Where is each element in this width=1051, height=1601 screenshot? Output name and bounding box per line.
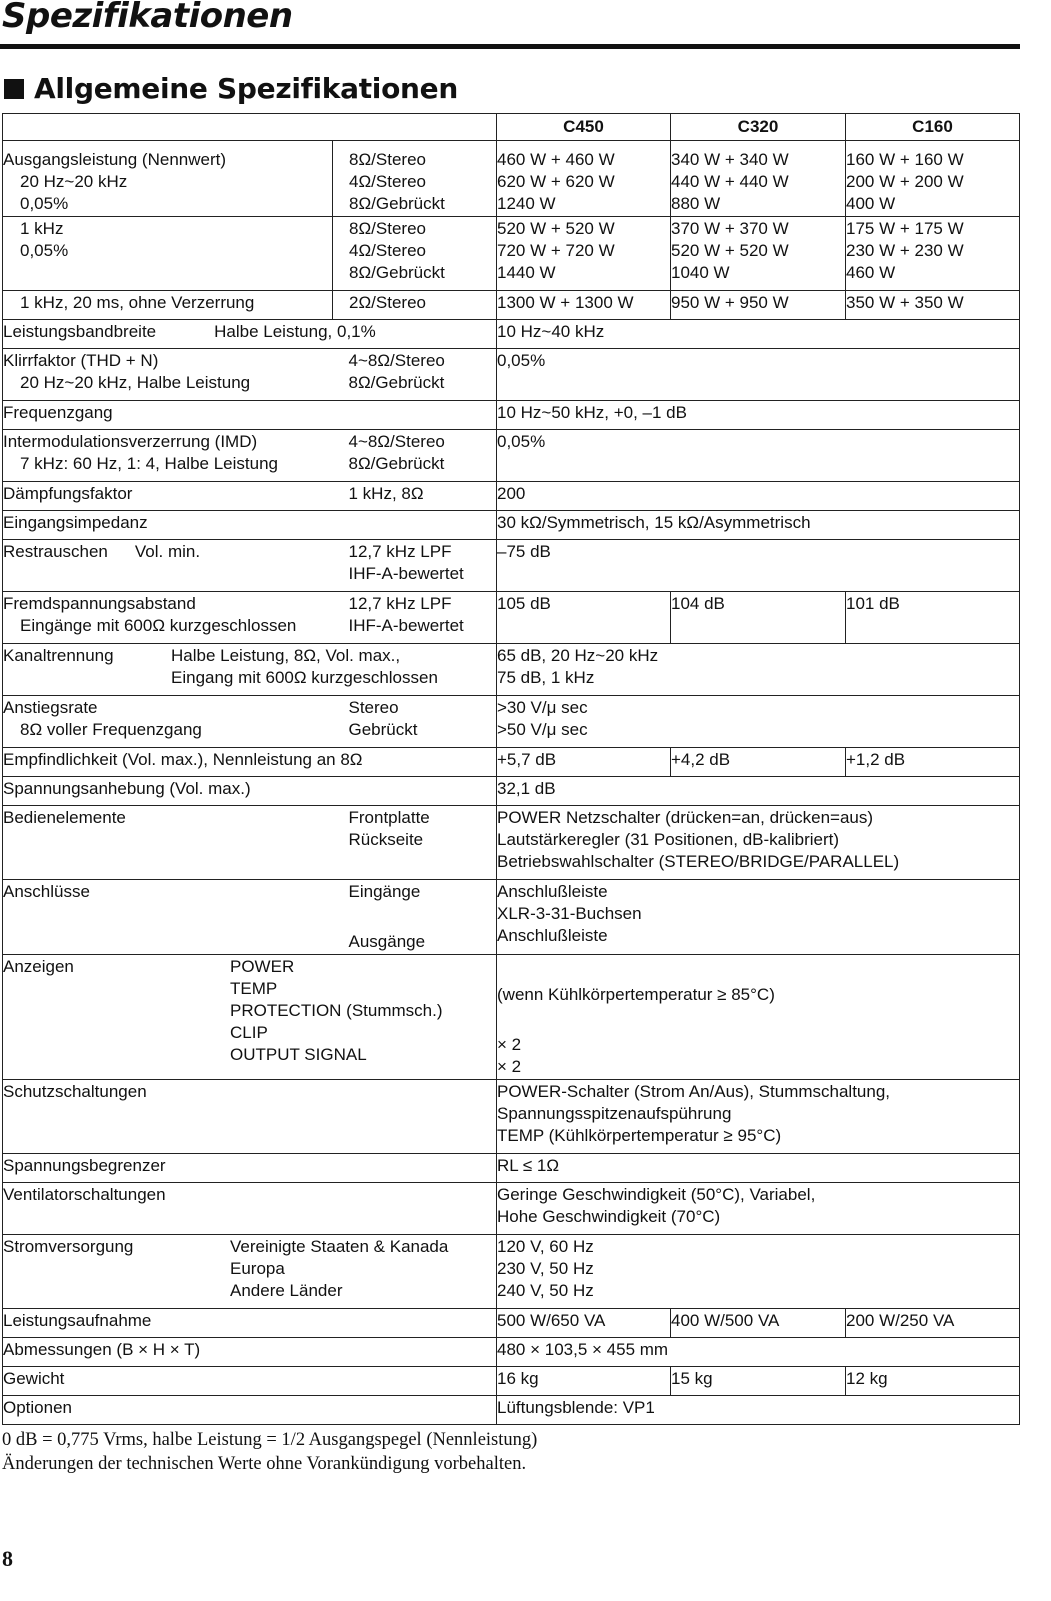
value-c320: 370 W + 370 W 520 W + 520 W 1040 W xyxy=(671,217,846,291)
row-label: Leistungsaufnahme xyxy=(3,1309,497,1338)
row-condition: 8Ω/Stereo 4Ω/Stereo 8Ω/Gebrückt xyxy=(333,217,497,291)
row-value: RL ≤ 1Ω xyxy=(497,1154,1020,1183)
table-row xyxy=(3,880,1020,955)
table-row xyxy=(3,1235,1020,1309)
table-row xyxy=(3,1183,1020,1235)
row-value: POWER-Schalter (Strom An/Aus), Stummschaltung, Spannungsspitzenaufspührung TEMP (Kühlkörpertemperatur ≥ 95°C) xyxy=(497,1080,1020,1154)
header-blank-cell xyxy=(3,114,497,141)
table-row xyxy=(3,320,1020,349)
row-condition: 12,7 kHz LPF IHF-A-bewertet xyxy=(333,592,497,644)
table-row xyxy=(3,748,1020,777)
table-row xyxy=(3,540,1020,592)
section-heading xyxy=(4,72,458,105)
value-c450: 460 W + 460 W 620 W + 620 W 1240 W xyxy=(497,141,671,217)
value-c450: 105 dB xyxy=(497,592,671,644)
value-c160: 350 W + 350 W xyxy=(846,291,1020,320)
model-header-c450: C450 xyxy=(497,114,671,141)
page-number: 8 xyxy=(2,1546,13,1571)
table-row xyxy=(3,349,1020,401)
row-label: Abmessungen (B × H × T) xyxy=(3,1338,497,1367)
title-rule xyxy=(0,44,1020,49)
value-c320: 340 W + 340 W 440 W + 440 W 880 W xyxy=(671,141,846,217)
table-row xyxy=(3,291,1020,320)
row-label: Ventilatorschaltungen xyxy=(3,1183,497,1235)
row-label: Schutzschaltungen xyxy=(3,1080,497,1154)
row-label: Kanaltrennung Halbe Leistung, 8Ω, Vol. max., Eingang mit 600Ω kurzgeschlossen xyxy=(3,644,497,696)
row-condition: 12,7 kHz LPF IHF-A-bewertet xyxy=(333,540,497,592)
spec-table xyxy=(2,113,1020,1425)
table-row xyxy=(3,1309,1020,1338)
row-value: (wenn Kühlkörpertemperatur ≥ 85°C) × 2 × 2 xyxy=(497,955,1020,1080)
footnote: 0 dB = 0,775 Vrms, halbe Leistung = 1/2 Ausgangspegel (Nennleistung) xyxy=(2,1430,538,1450)
row-condition: Frontplatte Rückseite xyxy=(333,806,497,880)
page-title: Spezifikationen xyxy=(2,0,293,36)
square-bullet-icon xyxy=(4,79,24,99)
row-label: Gewicht xyxy=(3,1367,497,1396)
row-value: 32,1 dB xyxy=(497,777,1020,806)
row-label: Ausgangsleistung (Nennwert) 20 Hz~20 kHz 0,05% xyxy=(3,141,333,217)
value-c320: 15 kg xyxy=(671,1367,846,1396)
value-c160: 160 W + 160 W 200 W + 200 W 400 W xyxy=(846,141,1020,217)
table-row xyxy=(3,806,1020,880)
row-value: Geringe Geschwindigkeit (50°C), Variabel, Hohe Geschwindigkeit (70°C) xyxy=(497,1183,1020,1235)
table-row xyxy=(3,1367,1020,1396)
value-c320: 104 dB xyxy=(671,592,846,644)
row-label: Stromversorgung Vereinigte Staaten & Kanada Europa Andere Länder xyxy=(3,1235,497,1309)
row-label: Spannungsanhebung (Vol. max.) xyxy=(3,777,497,806)
model-header-c320: C320 xyxy=(671,114,846,141)
row-label: Klirrfaktor (THD + N) 20 Hz~20 kHz, Halbe Leistung xyxy=(3,349,333,401)
row-condition: Eingänge Ausgänge xyxy=(333,880,497,955)
table-row xyxy=(3,217,1020,291)
value-c450: 16 kg xyxy=(497,1367,671,1396)
value-c320: 400 W/500 VA xyxy=(671,1309,846,1338)
table-row xyxy=(3,644,1020,696)
row-value: POWER Netzschalter (drücken=an, drücken=aus) Lautstärkeregler (31 Positionen, dB-kalibriert) Betriebswahlschalter (STEREO/BRIDGE/PARALLEL) xyxy=(497,806,1020,880)
table-header-row xyxy=(3,114,1020,141)
table-row xyxy=(3,430,1020,482)
value-c320: 950 W + 950 W xyxy=(671,291,846,320)
row-label: Restrauschen Vol. min. xyxy=(3,540,333,592)
row-value: 200 xyxy=(497,482,1020,511)
row-label: Leistungsbandbreite Halbe Leistung, 0,1% xyxy=(3,320,497,349)
value-c450: +5,7 dB xyxy=(497,748,671,777)
row-value: 10 Hz~50 kHz, +0, –1 dB xyxy=(497,401,1020,430)
value-c160: +1,2 dB xyxy=(846,748,1020,777)
row-condition: 4~8Ω/Stereo 8Ω/Gebrückt xyxy=(333,349,497,401)
row-label: Spannungsbegrenzer xyxy=(3,1154,497,1183)
table-row xyxy=(3,141,1020,217)
value-c450: 500 W/650 VA xyxy=(497,1309,671,1338)
footnotes xyxy=(2,1428,537,1476)
value-c160: 200 W/250 VA xyxy=(846,1309,1020,1338)
row-label: Optionen xyxy=(3,1396,497,1425)
row-value: >30 V/μ sec >50 V/μ sec xyxy=(497,696,1020,748)
table-row xyxy=(3,482,1020,511)
row-value: 120 V, 60 Hz 230 V, 50 Hz 240 V, 50 Hz xyxy=(497,1235,1020,1309)
row-label: 1 kHz, 20 ms, ohne Verzerrung xyxy=(3,291,333,320)
row-condition: Stereo Gebrückt xyxy=(333,696,497,748)
footnote: Änderungen der technischen Werte ohne Vorankündigung vorbehalten. xyxy=(2,1454,527,1474)
table-row xyxy=(3,1396,1020,1425)
row-value: 30 kΩ/Symmetrisch, 15 kΩ/Asymmetrisch xyxy=(497,511,1020,540)
row-label: Bedienelemente xyxy=(3,806,333,880)
table-row xyxy=(3,955,1020,1080)
row-label: Anschlüsse xyxy=(3,880,333,955)
value-c450: 1300 W + 1300 W xyxy=(497,291,671,320)
row-condition: 8Ω/Stereo 4Ω/Stereo 8Ω/Gebrückt xyxy=(333,141,497,217)
row-value: 10 Hz~40 kHz xyxy=(497,320,1020,349)
row-value: Lüftungsblende: VP1 xyxy=(497,1396,1020,1425)
table-row xyxy=(3,1080,1020,1154)
table-row xyxy=(3,696,1020,748)
row-label: Eingangsimpedanz xyxy=(3,511,497,540)
row-value: Anschlußleiste XLR-3-31-Buchsen Anschlußleiste xyxy=(497,880,1020,955)
row-label: Frequenzgang xyxy=(3,401,497,430)
value-c160: 175 W + 175 W 230 W + 230 W 460 W xyxy=(846,217,1020,291)
table-row xyxy=(3,401,1020,430)
row-value: 0,05% xyxy=(497,430,1020,482)
row-label: Dämpfungsfaktor xyxy=(3,482,333,511)
value-c320: +4,2 dB xyxy=(671,748,846,777)
table-row xyxy=(3,1154,1020,1183)
row-value: –75 dB xyxy=(497,540,1020,592)
row-label: Anzeigen POWER TEMP PROTECTION (Stummsch.) CLIP OUTPUT SIGNAL xyxy=(3,955,497,1080)
row-value: 480 × 103,5 × 455 mm xyxy=(497,1338,1020,1367)
row-label: Intermodulationsverzerrung (IMD) 7 kHz: 60 Hz, 1: 4, Halbe Leistung xyxy=(3,430,333,482)
row-condition: 1 kHz, 8Ω xyxy=(333,482,497,511)
value-c450: 520 W + 520 W 720 W + 720 W 1440 W xyxy=(497,217,671,291)
row-condition: 2Ω/Stereo xyxy=(333,291,497,320)
section-title: Allgemeine Spezifikationen xyxy=(34,72,458,105)
row-condition: 4~8Ω/Stereo 8Ω/Gebrückt xyxy=(333,430,497,482)
row-label: Fremdspannungsabstand Eingänge mit 600Ω kurzgeschlossen xyxy=(3,592,333,644)
table-row xyxy=(3,1338,1020,1367)
value-c160: 101 dB xyxy=(846,592,1020,644)
row-value: 0,05% xyxy=(497,349,1020,401)
value-c160: 12 kg xyxy=(846,1367,1020,1396)
model-header-c160: C160 xyxy=(846,114,1020,141)
table-row xyxy=(3,511,1020,540)
row-label: Anstiegsrate 8Ω voller Frequenzgang xyxy=(3,696,333,748)
table-row xyxy=(3,777,1020,806)
table-row xyxy=(3,592,1020,644)
row-label: 1 kHz 0,05% xyxy=(3,217,333,291)
row-value: 65 dB, 20 Hz~20 kHz 75 dB, 1 kHz xyxy=(497,644,1020,696)
row-label: Empfindlichkeit (Vol. max.), Nennleistung an 8Ω xyxy=(3,748,497,777)
